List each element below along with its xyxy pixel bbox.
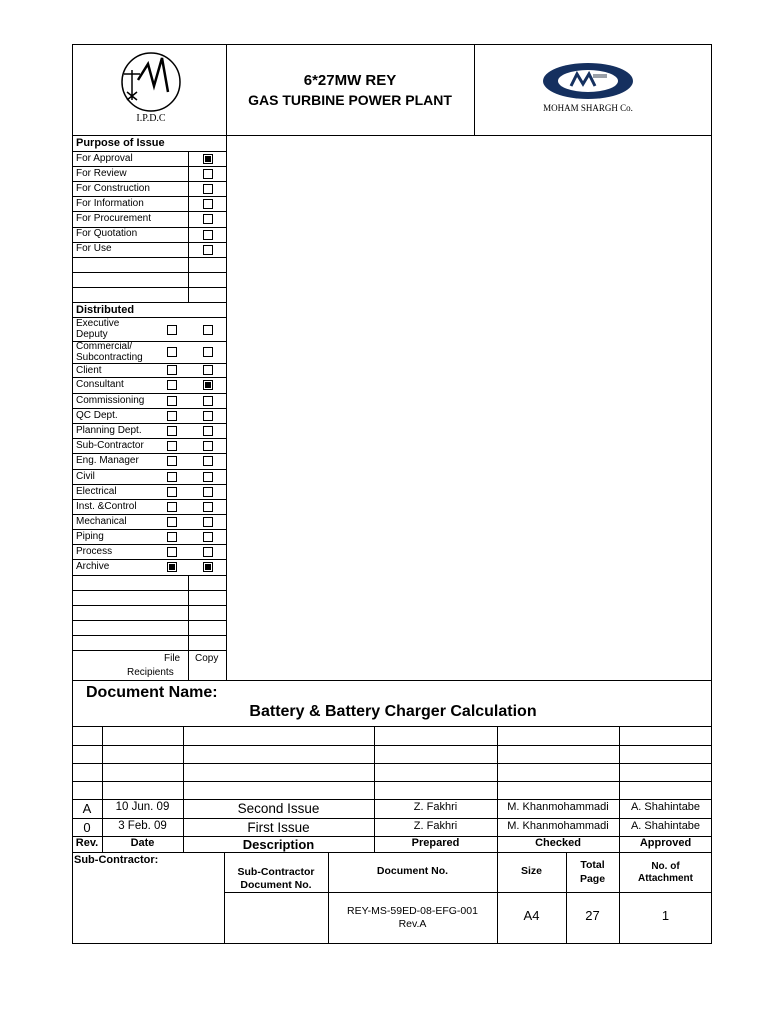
purpose-checkbox[interactable] [203,245,213,255]
total-page-header: Total Page [579,859,606,885]
purpose-row-line [72,166,226,167]
purpose-checkbox[interactable] [203,214,213,224]
purpose-item-label: For Procurement [76,212,152,224]
rev-cell-date: 10 Jun. 09 [115,801,170,813]
rev-header-approved: Approved [639,837,692,849]
distributed-file-checkbox[interactable] [167,365,177,375]
distributed-row-line [72,438,226,439]
rev-row-line [72,836,712,837]
distributed-row-line [72,363,226,364]
distributed-row-line [72,484,226,485]
size-header: Size [520,865,542,877]
rev-row-line [72,799,712,800]
distributed-item-label: Consultant [76,379,124,390]
distributed-item-label: Mechanical [76,516,127,527]
rev-cell-rev: 0 [83,820,91,835]
purpose-row-line [72,151,226,152]
distributed-copy-checkbox[interactable] [203,365,213,375]
distributed-copy-checkbox[interactable] [203,426,213,436]
purpose-checkbox[interactable] [203,169,213,179]
purpose-item-label: For Review [76,167,127,179]
distributed-file-checkbox[interactable] [167,396,177,406]
rev-col-line [102,726,103,852]
left-panel-right-border [226,135,227,680]
distributed-copy-checkbox[interactable] [203,547,213,557]
distributed-copy-checkbox[interactable] [203,472,213,482]
distributed-item-label: Process [76,546,113,557]
doc-no-header: Document No. [376,865,449,877]
subcontractor-label: Sub-Contractor: [74,854,159,866]
rev-col-line [497,726,498,852]
purpose-row-line [72,302,226,303]
distributed-file-checkbox[interactable] [167,532,177,542]
size-value: A4 [523,908,540,923]
project-title: 6*27MW REY [303,72,397,89]
distributed-copy-checkbox[interactable] [203,396,213,406]
distributed-copy-checkbox[interactable] [203,325,213,335]
distributed-item-label: Inst. &Control [76,501,137,512]
distributed-file-checkbox[interactable] [167,487,177,497]
purpose-row-line [72,272,226,273]
distributed-file-checkbox[interactable] [167,456,177,466]
distributed-row-line [72,423,226,424]
rev-cell-approved: A. Shahintabe [630,801,701,813]
distributed-file-checkbox[interactable] [167,325,177,335]
distributed-file-checkbox[interactable] [167,562,177,572]
distributed-row-line [72,453,226,454]
doc-no-value: REY-MS-59ED-08-EFG-001 Rev.A [347,905,478,931]
distributed-item-label: Commercial/ Subcontracting [76,341,143,363]
rev-header-prepared: Prepared [411,837,460,849]
attachments-header: No. of Attachment [637,861,693,884]
header-divider-right [474,44,475,135]
distributed-file-checkbox[interactable] [167,426,177,436]
rev-table-top-line [72,726,712,727]
document-name-label: Document Name: [86,684,218,701]
distributed-blank-line [72,620,226,621]
purpose-row-line [72,287,226,288]
purpose-item-label: For Construction [76,182,150,194]
distributed-copy-checkbox[interactable] [203,347,213,357]
distributed-file-checkbox[interactable] [167,517,177,527]
distributed-item-label: Piping [76,531,104,542]
header-divider-left [226,44,227,135]
copy-label: Copy [195,653,219,664]
plant-title: GAS TURBINE POWER PLANT [248,92,452,108]
purpose-checkbox[interactable] [203,199,213,209]
distributed-copy-checkbox[interactable] [203,517,213,527]
distributed-item-label: Planning Dept. [76,425,142,436]
document-name-value: Battery & Battery Charger Calculation [249,703,537,720]
purpose-row-line [72,257,226,258]
rev-cell-prepared: Z. Fakhri [413,820,458,832]
moham-shargh-logo [541,60,635,102]
distributed-file-checkbox[interactable] [167,411,177,421]
doc-name-top-line [72,680,712,681]
rev-header-rev: Rev. [75,837,99,849]
distributed-row-line [72,575,226,576]
purpose-item-label: For Approval [76,152,133,164]
distributed-item-label: Commissioning [76,395,145,406]
purpose-checkbox[interactable] [203,184,213,194]
ipdc-logo [118,52,184,112]
footer-top-line [72,852,712,853]
distributed-blank-line [72,650,226,651]
attachments-value: 1 [661,908,670,923]
distributed-file-checkbox[interactable] [167,380,177,390]
distributed-row-line [72,499,226,500]
rev-cell-prepared: Z. Fakhri [413,801,458,813]
rev-row-line [72,745,712,746]
purpose-item-label: For Quotation [76,228,138,239]
moham-shargh-caption: MOHAM SHARGH Co. [543,103,633,113]
distributed-item-label: Client [76,365,102,376]
distributed-copy-checkbox[interactable] [203,487,213,497]
purpose-checkbox[interactable] [203,230,213,240]
rev-header-description: Description [242,837,315,852]
distributed-file-checkbox[interactable] [167,441,177,451]
distributed-copy-checkbox[interactable] [203,532,213,542]
recipients-label: Recipients [127,667,174,678]
distributed-row-line [72,469,226,470]
distributed-file-checkbox[interactable] [167,547,177,557]
rev-cell-checked: M. Khanmohammadi [507,801,609,813]
purpose-heading: Purpose of Issue [76,137,165,149]
distributed-item-label: Eng. Manager [76,455,139,466]
distributed-file-checkbox[interactable] [167,472,177,482]
distributed-row-line [72,514,226,515]
rev-cell-description: Second Issue [237,801,320,816]
distributed-item-label: Civil [76,471,95,482]
distributed-item-label: QC Dept. [76,410,118,421]
rev-col-line [374,726,375,852]
rev-header-date: Date [130,837,155,849]
distributed-copy-checkbox[interactable] [203,411,213,421]
rev-header-checked: Checked [535,837,581,849]
distributed-row-line [72,559,226,560]
distributed-blank-line [72,605,226,606]
rev-cell-date: 3 Feb. 09 [118,820,167,832]
distributed-item-label: Executive Deputy [76,318,120,340]
rev-col-line [619,726,620,852]
distributed-copy-checkbox[interactable] [203,502,213,512]
distributed-row-line [72,408,226,409]
distributed-file-checkbox[interactable] [167,347,177,357]
distributed-heading: Distributed [76,304,135,316]
rev-cell-checked: M. Khanmohammadi [507,820,609,832]
distributed-row-line [72,377,226,378]
distributed-copy-checkbox[interactable] [203,562,213,572]
purpose-checkbox[interactable] [203,154,213,164]
header-bottom-line [72,135,712,136]
distributed-row-line [72,544,226,545]
sub-doc-no-header: Sub-Contractor Document No. [237,866,315,892]
distributed-blank-line [72,590,226,591]
distributed-item-label: Sub-Contractor [76,440,144,451]
distributed-copy-checkbox[interactable] [203,380,213,390]
distributed-item-label: Archive [76,561,110,572]
rev-cell-description: First Issue [247,820,310,835]
ipdc-caption: I.P.D.C [136,113,166,124]
rev-cell-rev: A [82,801,92,816]
rev-cell-approved: A. Shahintabe [630,820,701,832]
rev-row-line [72,763,712,764]
distributed-item-label: Electrical [76,486,117,497]
distributed-copy-checkbox[interactable] [203,441,213,451]
purpose-item-label: For Information [76,197,144,209]
distributed-copy-checkbox[interactable] [203,456,213,466]
purpose-item-label: For Use [76,243,112,255]
distributed-row-line [72,393,226,394]
total-page-value: 27 [585,908,600,923]
rev-row-line [72,781,712,782]
distributed-blank-line [72,635,226,636]
rev-row-line [72,818,712,819]
file-label: File [164,653,181,664]
distributed-file-checkbox[interactable] [167,502,177,512]
distributed-row-line [72,529,226,530]
